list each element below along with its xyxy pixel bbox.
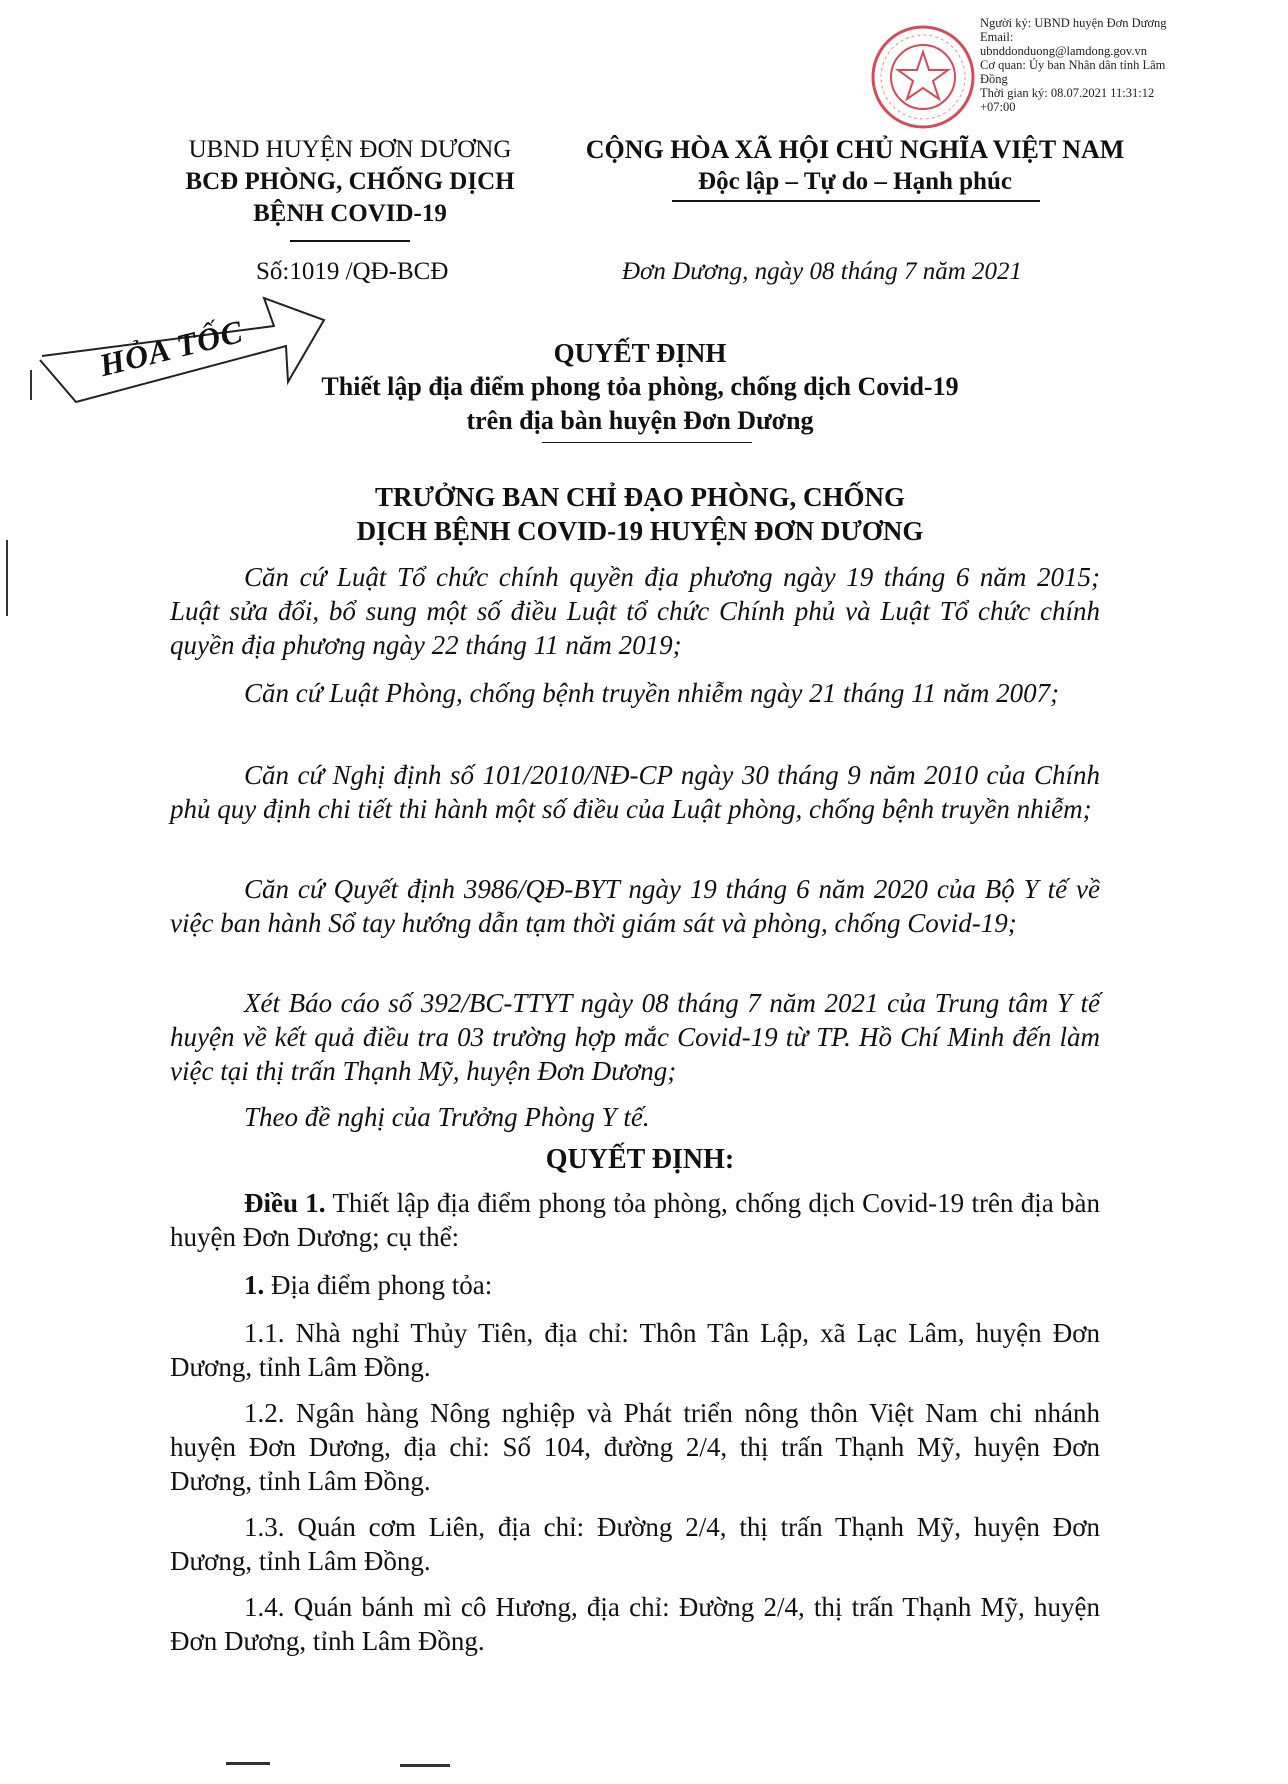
- section-1-text: Địa điểm phong tỏa:: [264, 1270, 493, 1300]
- lockdown-location-text-1: 1.1. Nhà nghỉ Thủy Tiên, địa chỉ: Thôn Tân Lập, xã Lạc Lâm, huyện Đơn Dương, tỉnh Lâm Đồng.: [170, 1318, 1100, 1382]
- lockdown-location-item: [170, 1510, 1100, 1578]
- preamble-paragraph: [170, 758, 1100, 826]
- place-and-date: Đơn Dương, ngày 08 tháng 7 năm 2021: [622, 258, 1023, 285]
- preamble-text-1: Căn cứ Luật Tổ chức chính quyền địa phương ngày 19 tháng 6 năm 2015; Luật sửa đổi, bổ sung một số điều Luật tổ chức Chính phủ và Luật Tổ chức chính quyền địa phương ngày 22 tháng 11 năm 2019;: [170, 562, 1100, 660]
- sign-time-line-2: +07:00: [980, 100, 1016, 114]
- lockdown-location-text-2: 1.2. Ngân hàng Nông nghiệp và Phát triển nông thôn Việt Nam chi nhánh huyện Đơn Dương, địa chỉ: Số 104, đường 2/4, thị trấn Thạnh Mỹ, huyện Đơn Dương, tỉnh Lâm Đồng.: [170, 1398, 1100, 1496]
- article-1-label: Điều 1.: [244, 1188, 326, 1218]
- national-motto: Độc lập – Tự do – Hạnh phúc: [698, 168, 1012, 195]
- left-header-divider: [290, 240, 410, 242]
- preamble-text-3: Căn cứ Nghị định số 101/2010/NĐ-CP ngày 30 tháng 9 năm 2010 của Chính phủ quy định chi tiết thi hành một số điều của Luật phòng, chống bệnh truyền nhiễm;: [170, 760, 1100, 824]
- email-value: ubnddonduong@lamdong.gov.vn: [980, 44, 1147, 58]
- preamble-text-2: Căn cứ Luật Phòng, chống bệnh truyền nhiễm ngày 21 tháng 11 năm 2007;: [244, 678, 1060, 708]
- lockdown-location-text-4: 1.4. Quán bánh mì cô Hương, địa chỉ: Đường 2/4, thị trấn Thạnh Mỹ, huyện Đơn Dương, tỉnh Lâm Đồng.: [170, 1592, 1100, 1656]
- section-1-label: 1.: [244, 1270, 265, 1300]
- article-1-text: Thiết lập địa điểm phong tỏa phòng, chống dịch Covid-19 trên địa bàn huyện Đơn Dương; cụ thể:: [170, 1188, 1100, 1252]
- article-1: [170, 1186, 1100, 1254]
- agency-name-line2: BCĐ PHÒNG, CHỐNG DỊCH: [185, 168, 515, 195]
- preamble-paragraph: [170, 560, 1100, 662]
- preamble-paragraph: [170, 1100, 1100, 1134]
- lockdown-location-item: [170, 1396, 1100, 1498]
- issuing-agency-header: [150, 134, 550, 230]
- subject-line-2: trên địa bàn huyện Đơn Dương: [466, 406, 814, 435]
- scan-artifact-mark: [6, 540, 8, 616]
- scan-artifact-mark: [400, 1764, 450, 1767]
- subject-underline: [542, 442, 752, 443]
- scan-artifact-mark: [226, 1762, 270, 1765]
- national-header: [570, 134, 1140, 198]
- motto-underline: [672, 200, 1040, 202]
- lockdown-location-item: [170, 1590, 1100, 1658]
- decision-title: QUYẾT ĐỊNH: [553, 338, 727, 368]
- agency-name-line1: UBND HUYỆN ĐƠN DƯƠNG: [188, 136, 512, 163]
- preamble-paragraph: [170, 986, 1100, 1088]
- scan-artifact-mark: [30, 370, 32, 400]
- national-name: CỘNG HÒA XÃ HỘI CHỦ NGHĨA VIỆT NAM: [585, 135, 1125, 164]
- authority-line-1: TRƯỞNG BAN CHỈ ĐẠO PHÒNG, CHỐNG: [374, 482, 905, 512]
- agency-name-line3: BỆNH COVID-19: [253, 200, 447, 227]
- agency-line: Cơ quan: Ủy ban Nhân dân tỉnh Lâm: [980, 58, 1166, 72]
- digital-signature-info: [980, 16, 1240, 114]
- subject-line-1: Thiết lập địa điểm phong tỏa phòng, chống dịch Covid-19: [321, 372, 959, 401]
- preamble-paragraph: [170, 872, 1100, 940]
- decision-heading: QUYẾT ĐỊNH:: [545, 1144, 735, 1175]
- lockdown-location-text-3: 1.3. Quán cơm Liên, địa chỉ: Đường 2/4, thị trấn Thạnh Mỹ, huyện Đơn Dương, tỉnh Lâm Đồng.: [170, 1512, 1100, 1576]
- email-label: Email:: [980, 30, 1014, 44]
- authority-line-2: DỊCH BỆNH COVID-19 HUYỆN ĐƠN DƯƠNG: [356, 516, 924, 546]
- urgent-stamp-text: HỎA TỐC: [95, 312, 247, 384]
- preamble-paragraph: [170, 676, 1100, 710]
- official-seal-icon: [868, 22, 978, 132]
- section-1: [170, 1268, 1100, 1302]
- signer-line: Người ký: UBND huyện Đơn Dương: [980, 16, 1167, 30]
- document-number: Số:1019 /QĐ-BCĐ: [256, 258, 449, 285]
- lockdown-location-item: [170, 1316, 1100, 1384]
- agency-line-2: Đồng: [980, 72, 1008, 86]
- preamble-text-5: Xét Báo cáo số 392/BC-TTYT ngày 08 tháng 7 năm 2021 của Trung tâm Y tế huyện về kết quả điều tra 03 trường hợp mắc Covid-19 từ TP. Hồ Chí Minh đến làm việc tại thị trấn Thạnh Mỹ, huyện Đơn Dương;: [170, 988, 1100, 1086]
- preamble-text-4: Căn cứ Quyết định 3986/QĐ-BYT ngày 19 tháng 6 năm 2020 của Bộ Y tế về việc ban hành Sổ tay hướng dẫn tạm thời giám sát và phòng, chống Covid-19;: [170, 874, 1100, 938]
- preamble-text-6: Theo đề nghị của Trưởng Phòng Y tế.: [244, 1102, 650, 1132]
- sign-time-line: Thời gian ký: 08.07.2021 11:31:12: [980, 86, 1155, 100]
